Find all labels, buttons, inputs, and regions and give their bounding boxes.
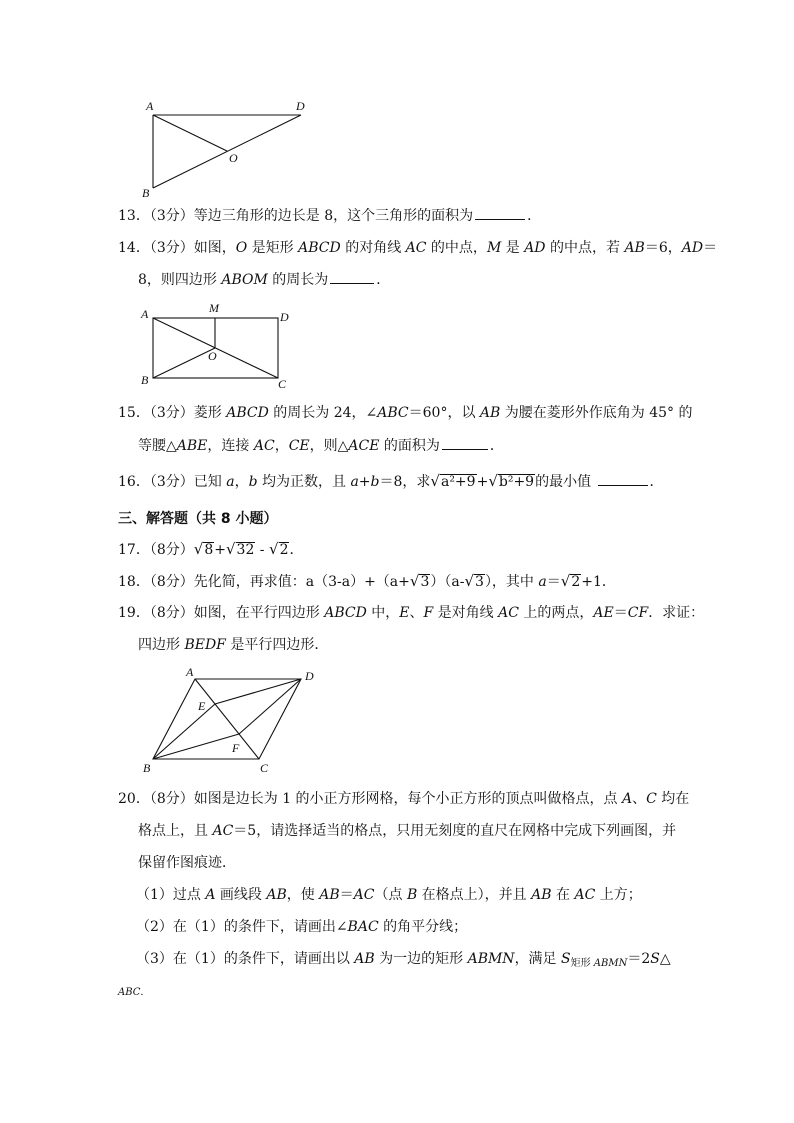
segment-fd <box>239 679 301 734</box>
figure-rectangle-abcd <box>138 300 298 392</box>
answer-blank[interactable] <box>442 436 488 450</box>
question-15-line2: 等腰△ABE，连接 AC，CE，则△ACE 的面积为 ． <box>138 438 504 454</box>
section-3-heading: 三、解答题（共 8 小题） <box>118 511 278 527</box>
label-f: F <box>232 741 240 755</box>
question-20-line2: 格点上，且 AC＝5，请选择适当的格点，只用无刻度的直尺在网格中完成下列画图，并 <box>138 823 677 839</box>
label-o: O <box>208 349 217 363</box>
label-a: A <box>141 307 149 321</box>
segment-be <box>153 704 215 759</box>
figure-parallelogram-abcd <box>136 664 326 778</box>
question-20: 20．（8分）如图是边长为 1 的小正方形网格，每个小正方形的顶点叫做格点，点 A、C 均在 <box>118 791 690 807</box>
label-o: O <box>229 151 238 165</box>
question-20-part3: （3）在（1）的条件下，请画出以 AB 为一边的矩形 ABMN，满足 $S_{矩形 ABMN}=2S\triangle$ <box>136 951 671 969</box>
answer-blank[interactable] <box>475 206 525 220</box>
label-d: D <box>296 99 305 113</box>
question-20-part3-cont: ABC． <box>118 987 151 998</box>
question-20-line3: 保留作图痕迹． <box>138 855 236 871</box>
label-b: B <box>141 373 149 387</box>
label-c: C <box>260 761 269 775</box>
label-a: A <box>146 99 154 113</box>
radical-a2-plus-9: a²+9 <box>440 474 476 490</box>
question-16: 16．（3分）已知 a，b 均为正数，且 a+b＝8，求√a²+9+√b²+9的最小值 ． <box>118 472 664 490</box>
label-b: B <box>142 186 150 200</box>
label-m: M <box>209 301 219 315</box>
label-d: D <box>305 669 314 683</box>
question-15: 15．（3分）菱形 ABCD 的周长为 24，∠ABC＝60°，以 AB 为腰在菱形外作底角为 45° 的 <box>118 405 693 421</box>
label-e: E <box>198 699 206 713</box>
question-14-line2: 8，则四边形 ABOM 的周长为 ． <box>138 272 391 288</box>
segment-ao <box>153 115 227 151</box>
question-19: 19．（8分）如图，在平行四边形 ABCD 中，E、F 是对角线 AC 上的两点，AE＝CF．求证： <box>118 605 705 621</box>
question-18: 18．（8分）先化简，再求值：a（3-a）+（a+√3）（a-√3），其中 a＝√2+1． <box>118 572 616 590</box>
segment-bo <box>153 348 215 378</box>
segment-ed <box>215 679 301 704</box>
question-14: 14．（3分）如图，O 是矩形 ABCD 的对角线 AC 的中点，M 是 AD 的中点，若 AB＝6，AD＝ <box>118 240 718 256</box>
figure-triangle-abo <box>138 96 318 200</box>
label-b: B <box>143 761 151 775</box>
segment-bf <box>153 734 239 759</box>
question-13: 13．（3分）等边三角形的边长是 8，这个三角形的面积为 ． <box>118 208 542 224</box>
label-d: D <box>280 310 289 324</box>
question-20-part2: （2）在（1）的条件下，请画出∠BAC 的角平分线； <box>136 919 468 935</box>
diagonal-ac <box>195 679 259 759</box>
radical-b2-plus-9: b²+9 <box>498 474 535 490</box>
answer-blank[interactable] <box>330 270 374 284</box>
question-20-part1: （1）过点 A 画线段 AB，使 AB＝AC（点 B 在格点上），并且 AB 在 AC 上方； <box>136 887 642 903</box>
label-a: A <box>186 665 194 679</box>
question-19-line2: 四边形 BEDF 是平行四边形． <box>138 637 329 653</box>
label-c: C <box>278 377 287 391</box>
answer-blank[interactable] <box>598 472 648 486</box>
question-17: 17．（8分）√8+√32 - √2． <box>118 540 304 558</box>
